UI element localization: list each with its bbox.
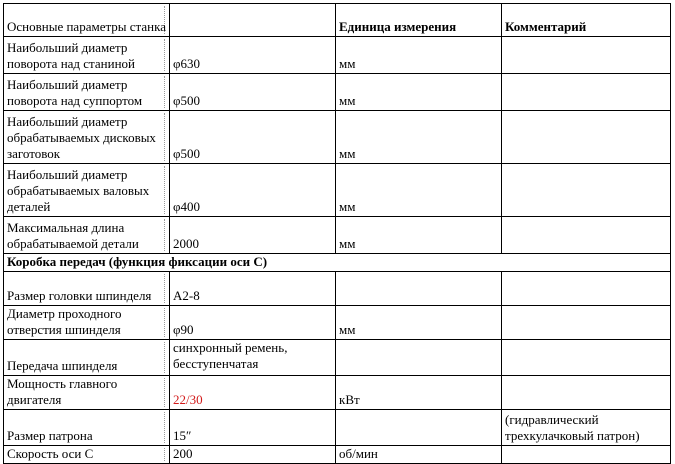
table-row — [4, 37, 671, 74]
parameter-comment — [502, 272, 671, 306]
parameter-comment — [502, 164, 671, 217]
parameter-comment — [502, 37, 671, 74]
parameter-value: φ500 — [170, 111, 336, 164]
parameter-value: 2000 — [170, 217, 336, 254]
table-header-row — [4, 4, 671, 37]
parameter-comment — [502, 306, 671, 340]
table-row — [4, 376, 671, 410]
parameter-name: Передача шпинделя — [7, 358, 118, 373]
parameter-comment — [502, 446, 671, 464]
parameter-name: Наибольший диаметр обрабатываемых дисковых заготовок — [7, 114, 156, 161]
section-title: Коробка передач (функция фиксации оси С) — [4, 254, 671, 272]
header-parameter-cell — [4, 4, 170, 37]
parameter-name: Размер патрона — [7, 428, 93, 443]
table-row — [4, 111, 671, 164]
parameter-name-cell — [4, 340, 170, 376]
parameter-name-cell — [4, 410, 170, 446]
machine-parameters-table — [3, 3, 671, 464]
table-row — [4, 164, 671, 217]
section-header-row — [4, 254, 671, 272]
parameter-name-cell — [4, 217, 170, 254]
parameter-unit: об/мин — [336, 446, 502, 464]
parameter-unit: мм — [336, 164, 502, 217]
parameter-name: Наибольший диаметр обрабатываемых валовых деталей — [7, 167, 150, 214]
parameter-comment — [502, 111, 671, 164]
header-value-cell — [170, 4, 336, 37]
parameter-value: φ400 — [170, 164, 336, 217]
parameter-comment — [502, 217, 671, 254]
parameter-value: 200 — [170, 446, 336, 464]
parameter-name-cell — [4, 164, 170, 217]
parameter-name: Наибольший диаметр поворота над суппортом — [7, 77, 143, 108]
header-unit-cell: Единица измерения — [336, 4, 502, 37]
parameter-name-cell — [4, 446, 170, 464]
table-row — [4, 74, 671, 111]
table-row — [4, 446, 671, 464]
header-parameter-label: Основные параметры станка — [7, 19, 167, 34]
table-row — [4, 306, 671, 340]
parameter-value-highlighted: 22/30 — [170, 376, 336, 410]
parameter-unit: мм — [336, 111, 502, 164]
parameter-unit — [336, 340, 502, 376]
parameter-value: φ500 — [170, 74, 336, 111]
parameter-unit: мм — [336, 37, 502, 74]
table-row — [4, 340, 671, 376]
parameter-value: φ630 — [170, 37, 336, 74]
parameter-unit: мм — [336, 306, 502, 340]
parameter-name-cell — [4, 306, 170, 340]
table-row — [4, 410, 671, 446]
parameter-value: φ90 — [170, 306, 336, 340]
parameter-name: Максимальная длина обрабатываемой детали — [7, 220, 139, 251]
parameter-name: Размер головки шпинделя — [7, 288, 152, 303]
parameter-name-cell — [4, 111, 170, 164]
parameter-name-cell — [4, 74, 170, 111]
parameter-name: Диаметр проходного отверстия шпинделя — [7, 306, 122, 337]
table-row — [4, 272, 671, 306]
parameter-comment — [502, 340, 671, 376]
parameter-unit: мм — [336, 217, 502, 254]
parameter-comment — [502, 74, 671, 111]
parameter-name-cell — [4, 272, 170, 306]
parameter-name-cell — [4, 376, 170, 410]
parameter-name: Наибольший диаметр поворота над станиной — [7, 40, 135, 71]
parameter-unit: мм — [336, 74, 502, 111]
parameter-value: 15″ — [170, 410, 336, 446]
header-comment-cell: Комментарий — [502, 4, 671, 37]
parameter-unit — [336, 410, 502, 446]
parameter-name-cell — [4, 37, 170, 74]
parameter-value: синхронный ремень, бесступенчатая — [170, 340, 336, 376]
parameter-comment: (гидравлический трехкулачковый патрон) — [502, 410, 671, 446]
table-row — [4, 217, 671, 254]
parameter-unit — [336, 272, 502, 306]
parameter-name: Мощность главного двигателя — [7, 376, 118, 407]
parameter-name: Скорость оси С — [7, 446, 94, 461]
parameter-unit: кВт — [336, 376, 502, 410]
parameter-value: A2-8 — [170, 272, 336, 306]
parameter-comment — [502, 376, 671, 410]
